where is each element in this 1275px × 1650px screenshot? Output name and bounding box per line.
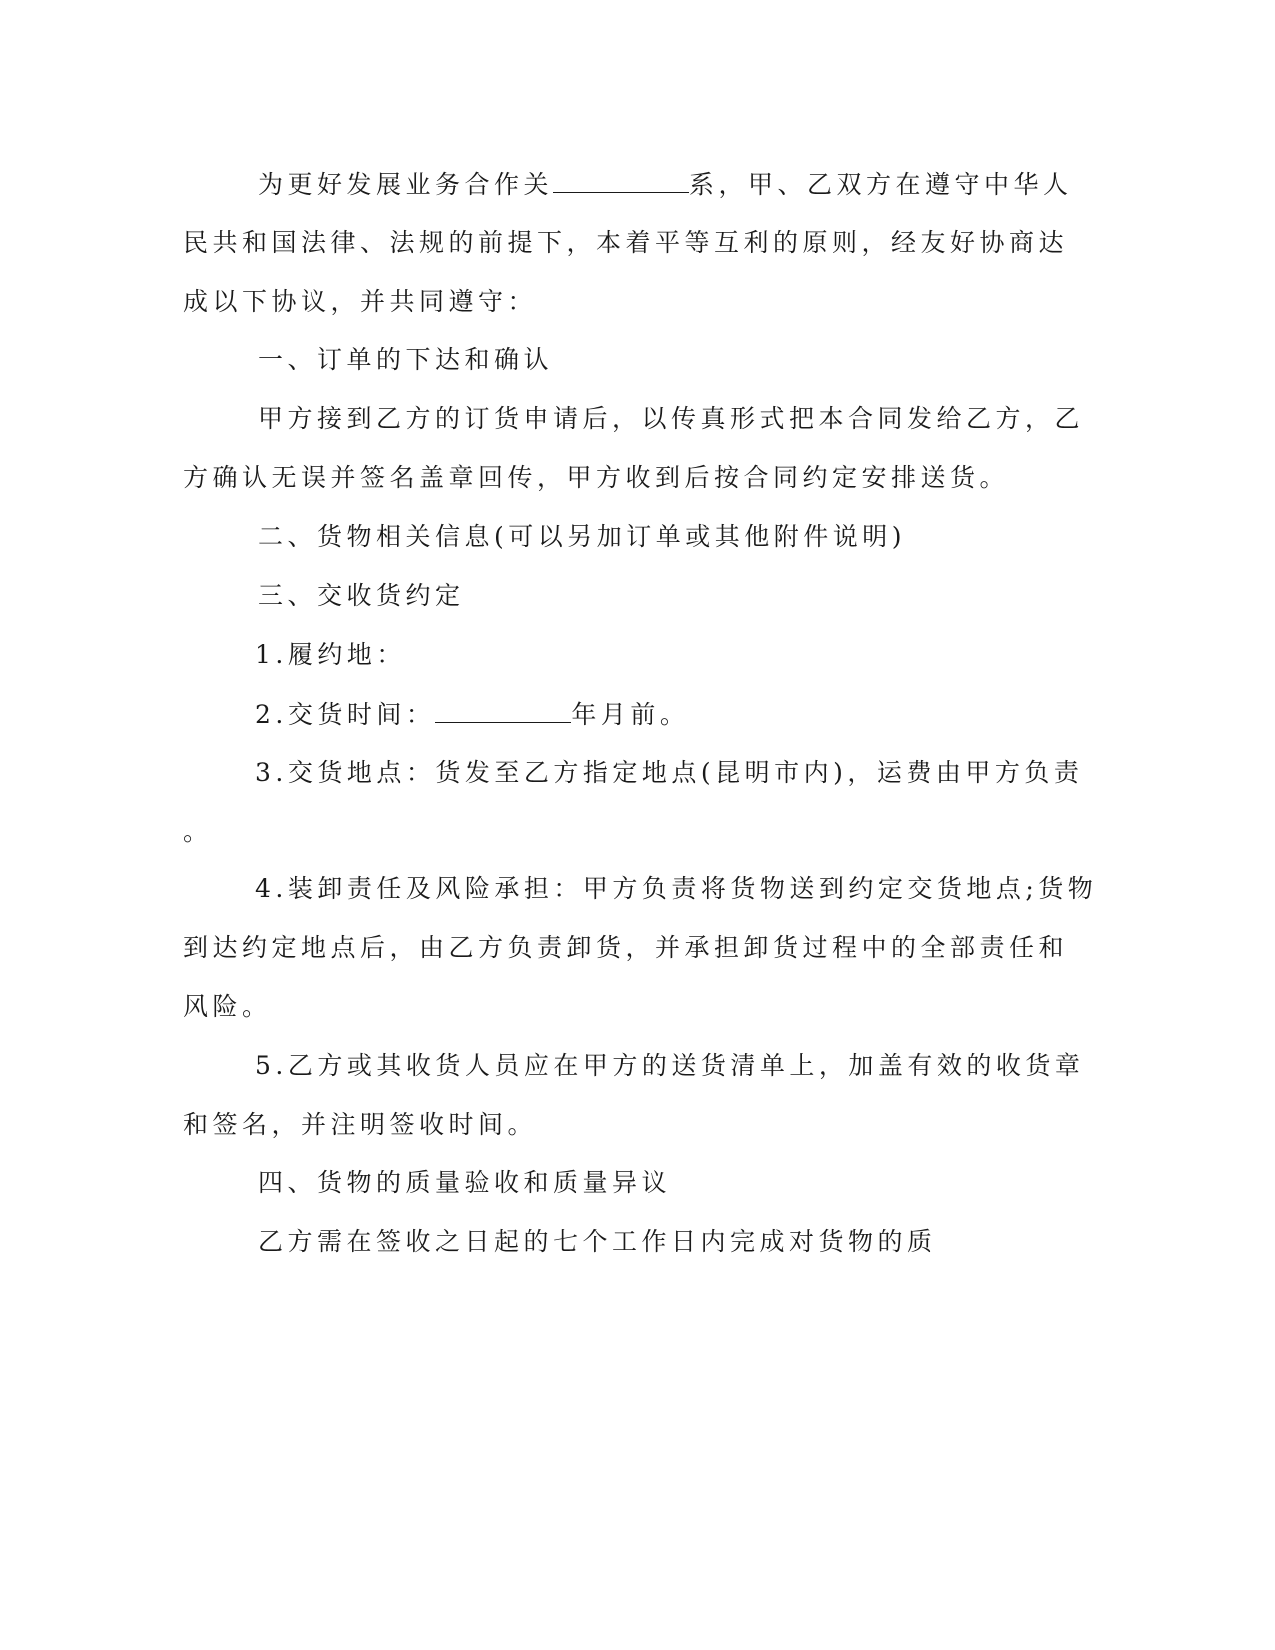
item-2-label: 2.交货时间： [255,700,436,729]
item-3-line-2: 。 [183,817,213,846]
section-1-body-line-1: 甲方接到乙方的订货申请后，以传真形式把本合同发给乙方，乙 [258,404,1085,433]
item-5-line-1: 5.乙方或其收货人员应在甲方的送货清单上，加盖有效的收货章 [255,1051,1085,1080]
item-1-place-of-performance: 1.履约地： [255,640,406,669]
section-1-body-line-2: 方确认无误并签名盖章回传，甲方收到后按合同约定安排送货。 [183,463,1010,492]
section-2-heading: 二、货物相关信息(可以另加订单或其他附件说明) [258,522,907,551]
item-4-line-2: 到达约定地点后，由乙方负责卸货，并承担卸货过程中的全部责任和 [183,933,1069,962]
intro-line-1-start: 为更好发展业务合作关 [258,170,554,199]
item-4-line-1: 4.装卸责任及风险承担：甲方负责将货物送到约定交货地点;货物 [255,874,1098,903]
fill-blank-cooperation [553,166,689,193]
fill-blank-delivery-date [435,696,571,723]
section-4-body-line-1: 乙方需在签收之日起的七个工作日内完成对货物的质 [258,1227,937,1256]
item-3-line-1: 3.交货地点：货发至乙方指定地点(昆明市内)，运费由甲方负责 [255,758,1084,787]
section-1-heading: 一、订单的下达和确认 [258,345,554,374]
section-3-heading: 三、交收货约定 [258,581,465,610]
intro-line-1-end: 系，甲、乙双方在遵守中华人 [689,170,1073,199]
item-2-delivery-time [255,696,689,733]
item-5-line-2: 和签名，并注明签收时间。 [183,1110,538,1139]
intro-line-1 [258,166,1073,203]
item-4-line-3: 风险。 [183,992,272,1021]
section-4-heading: 四、货物的质量验收和质量异议 [258,1168,672,1197]
intro-line-2: 民共和国法律、法规的前提下，本着平等互利的原则，经友好协商达 [183,228,1069,257]
intro-line-3: 成以下协议，并共同遵守： [183,287,538,316]
item-2-suffix: 年月前。 [571,700,690,729]
